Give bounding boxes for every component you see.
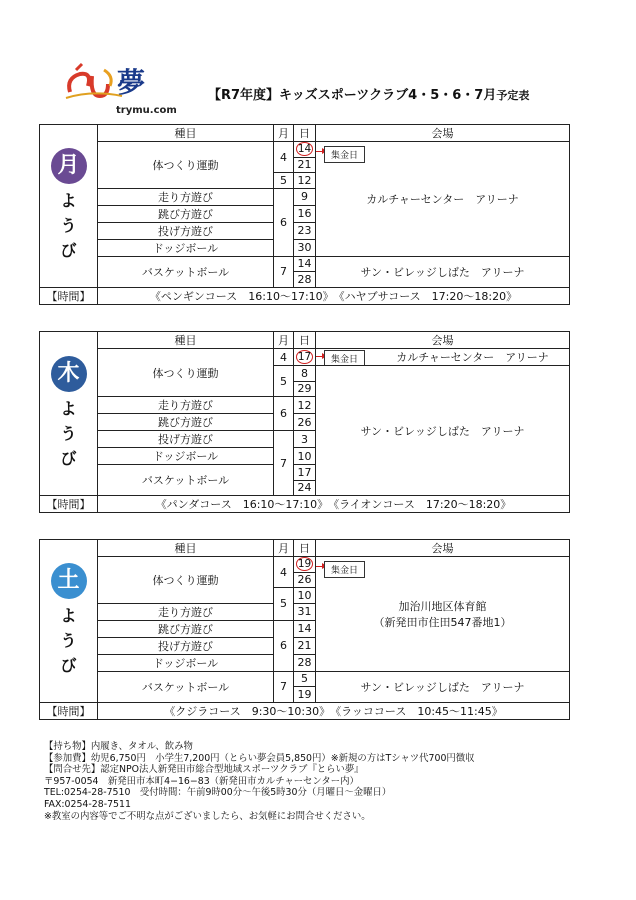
day-cell: 28 xyxy=(294,654,316,671)
day-cell-saturday xyxy=(40,540,98,703)
note-address: 〒957-0054 新発田市本町4−16−83（新発田市カルチャーセンター内） xyxy=(44,775,359,787)
event-cell: 投げ方遊び xyxy=(98,431,274,448)
title-suffix: 予定表 xyxy=(496,89,530,102)
event-cell: バスケットボール xyxy=(98,465,274,496)
header-event: 種目 xyxy=(98,332,274,349)
arrow-icon xyxy=(316,356,325,357)
shukin-label: 集金日 xyxy=(324,146,365,163)
event-cell: 走り方遊び xyxy=(98,397,274,414)
note-belongings: 【持ち物】内履き、タオル、飲み物 xyxy=(44,741,193,752)
note-contact: 【問合せ先】認定NPO法人新発田市総合型地域スポーツクラブ『とらい夢』 xyxy=(44,764,364,776)
event-cell: ドッジボール xyxy=(98,448,274,465)
venue-cell xyxy=(316,349,570,366)
notes-block xyxy=(44,741,475,822)
day-circle-monday: 月 xyxy=(51,148,87,184)
yobi-3: び xyxy=(60,656,77,676)
yobi-2: う xyxy=(60,216,77,236)
arrow-icon xyxy=(316,151,325,152)
venue-address: （新発田市住田547番地1） xyxy=(373,615,512,629)
day-cell: 19 xyxy=(294,687,316,703)
header-event: 種目 xyxy=(98,540,274,557)
circled-day: 17 xyxy=(297,351,312,363)
day-cell: 28 xyxy=(294,272,316,288)
schedule-saturday xyxy=(39,539,569,720)
month-cell: 4 xyxy=(274,142,294,173)
header-month: 月 xyxy=(274,125,294,142)
time-text: 《ペンギンコース 16:10〜17:10》 《ハヤブサコース 17:20〜18:20》 xyxy=(98,287,570,304)
day-cell: 10 xyxy=(294,588,316,604)
day-cell: 17 xyxy=(294,465,316,481)
day-cell: 29 xyxy=(294,381,316,397)
header-venue: 会場 xyxy=(316,125,570,142)
day-cell: 30 xyxy=(294,239,316,256)
day-cell: 5 xyxy=(294,671,316,687)
month-cell: 7 xyxy=(274,671,294,702)
event-cell: ドッジボール xyxy=(98,239,274,256)
yobi-2: う xyxy=(60,631,77,651)
venue-text: カルチャーセンター アリーナ xyxy=(396,351,549,364)
day-cell xyxy=(294,349,316,366)
time-text: 《パンダコース 16:10〜17:10》 《ライオンコース 17:20〜18:20》 xyxy=(98,496,570,513)
day-cell: 24 xyxy=(294,480,316,496)
circled-day: 14 xyxy=(297,143,312,156)
arrow-icon xyxy=(316,566,325,567)
shukin-label: 集金日 xyxy=(324,561,365,578)
event-cell: バスケットボール xyxy=(98,671,274,702)
header-venue: 会場 xyxy=(316,332,570,349)
day-cell: 21 xyxy=(294,157,316,173)
day-cell: 16 xyxy=(294,205,316,222)
day-cell: 8 xyxy=(294,366,316,382)
day-cell: 12 xyxy=(294,173,316,189)
header-day: 日 xyxy=(294,125,316,142)
day-cell: 23 xyxy=(294,222,316,239)
day-cell: 21 xyxy=(294,637,316,654)
day-cell: 26 xyxy=(294,414,316,431)
day-cell: 31 xyxy=(294,603,316,620)
venue-text: カルチャーセンター アリーナ xyxy=(366,192,519,206)
day-cell xyxy=(294,557,316,573)
day-cell: 9 xyxy=(294,188,316,205)
title-main: 【R7年度】キッズスポーツクラブ4・5・6・7月 xyxy=(208,88,497,103)
header-event: 種目 xyxy=(98,125,274,142)
page-title xyxy=(208,84,529,103)
note-fax: FAX:0254-28-7511 xyxy=(44,798,131,810)
day-cell-thursday xyxy=(40,332,98,496)
event-cell: バスケットボール xyxy=(98,256,274,287)
day-circle-saturday: 土 xyxy=(51,563,87,599)
month-cell: 4 xyxy=(274,557,294,588)
yobi-1: よ xyxy=(60,399,77,418)
header-day: 日 xyxy=(294,540,316,557)
event-cell: 体つくり運動 xyxy=(98,557,274,604)
venue-text: 加治川地区体育館 xyxy=(398,599,487,613)
day-cell: 26 xyxy=(294,572,316,588)
venue-cell: サン・ビレッジしばた アリーナ xyxy=(316,366,570,496)
event-cell: ドッジボール xyxy=(98,654,274,671)
svg-text:夢: 夢 xyxy=(117,66,146,99)
venue-cell: サン・ビレッジしばた アリーナ xyxy=(316,671,570,702)
header-day: 日 xyxy=(294,332,316,349)
month-cell: 6 xyxy=(274,620,294,671)
day-cell: 12 xyxy=(294,397,316,414)
yobi-2: う xyxy=(60,424,77,443)
schedule-monday xyxy=(39,124,569,305)
event-cell: 投げ方遊び xyxy=(98,637,274,654)
header-venue: 会場 xyxy=(316,540,570,557)
schedule-thursday xyxy=(39,331,569,513)
event-cell: 跳び方遊び xyxy=(98,620,274,637)
shukin-label: 集金日 xyxy=(324,350,365,366)
yobi-1: よ xyxy=(60,191,77,211)
time-label: 【時間】 xyxy=(40,496,98,513)
month-cell: 6 xyxy=(274,397,294,431)
event-cell: 跳び方遊び xyxy=(98,414,274,431)
note-tel: TEL:0254-28-7510 受付時間：午前9時00分〜午後5時30分（月曜日〜金曜日） xyxy=(44,787,392,799)
header-month: 月 xyxy=(274,540,294,557)
event-cell: 跳び方遊び xyxy=(98,205,274,222)
day-cell-monday xyxy=(40,125,98,288)
time-text: 《クジラコース 9:30〜10:30》 《ラッココース 10:45〜11:45》 xyxy=(98,702,570,719)
yobi-1: よ xyxy=(60,606,77,626)
month-cell: 7 xyxy=(274,256,294,287)
event-cell: 投げ方遊び xyxy=(98,222,274,239)
note-inquiry: ※教室の内容等でご不明な点がございましたら、お気軽にお問合せください。 xyxy=(44,810,371,822)
venue-cell: サン・ビレッジしばた アリーナ xyxy=(316,256,570,287)
event-cell: 体つくり運動 xyxy=(98,349,274,397)
venue-cell xyxy=(316,142,570,257)
month-cell: 5 xyxy=(274,366,294,397)
time-label: 【時間】 xyxy=(40,702,98,719)
day-cell xyxy=(294,142,316,158)
venue-cell xyxy=(316,557,570,672)
month-cell: 6 xyxy=(274,188,294,256)
yobi-3: び xyxy=(60,449,77,468)
month-cell: 5 xyxy=(274,173,294,189)
day-cell: 10 xyxy=(294,448,316,465)
event-cell: 体つくり運動 xyxy=(98,142,274,189)
month-cell: 5 xyxy=(274,588,294,621)
month-cell: 7 xyxy=(274,431,294,496)
day-cell: 14 xyxy=(294,620,316,637)
logo-url[interactable]: trymu.com xyxy=(116,105,177,116)
header-month: 月 xyxy=(274,332,294,349)
day-cell: 14 xyxy=(294,256,316,272)
event-cell: 走り方遊び xyxy=(98,188,274,205)
note-fee: 【参加費】幼児6,750円 小学生7,200円（とらい夢会員5,850円）※新規の方はTシャツ代700円徴収 xyxy=(44,752,475,764)
month-cell: 4 xyxy=(274,349,294,366)
event-cell: 走り方遊び xyxy=(98,603,274,620)
time-label: 【時間】 xyxy=(40,287,98,304)
circled-day: 19 xyxy=(297,558,312,571)
day-cell: 3 xyxy=(294,431,316,448)
yobi-3: び xyxy=(60,241,77,261)
day-circle-thursday: 木 xyxy=(51,356,87,392)
